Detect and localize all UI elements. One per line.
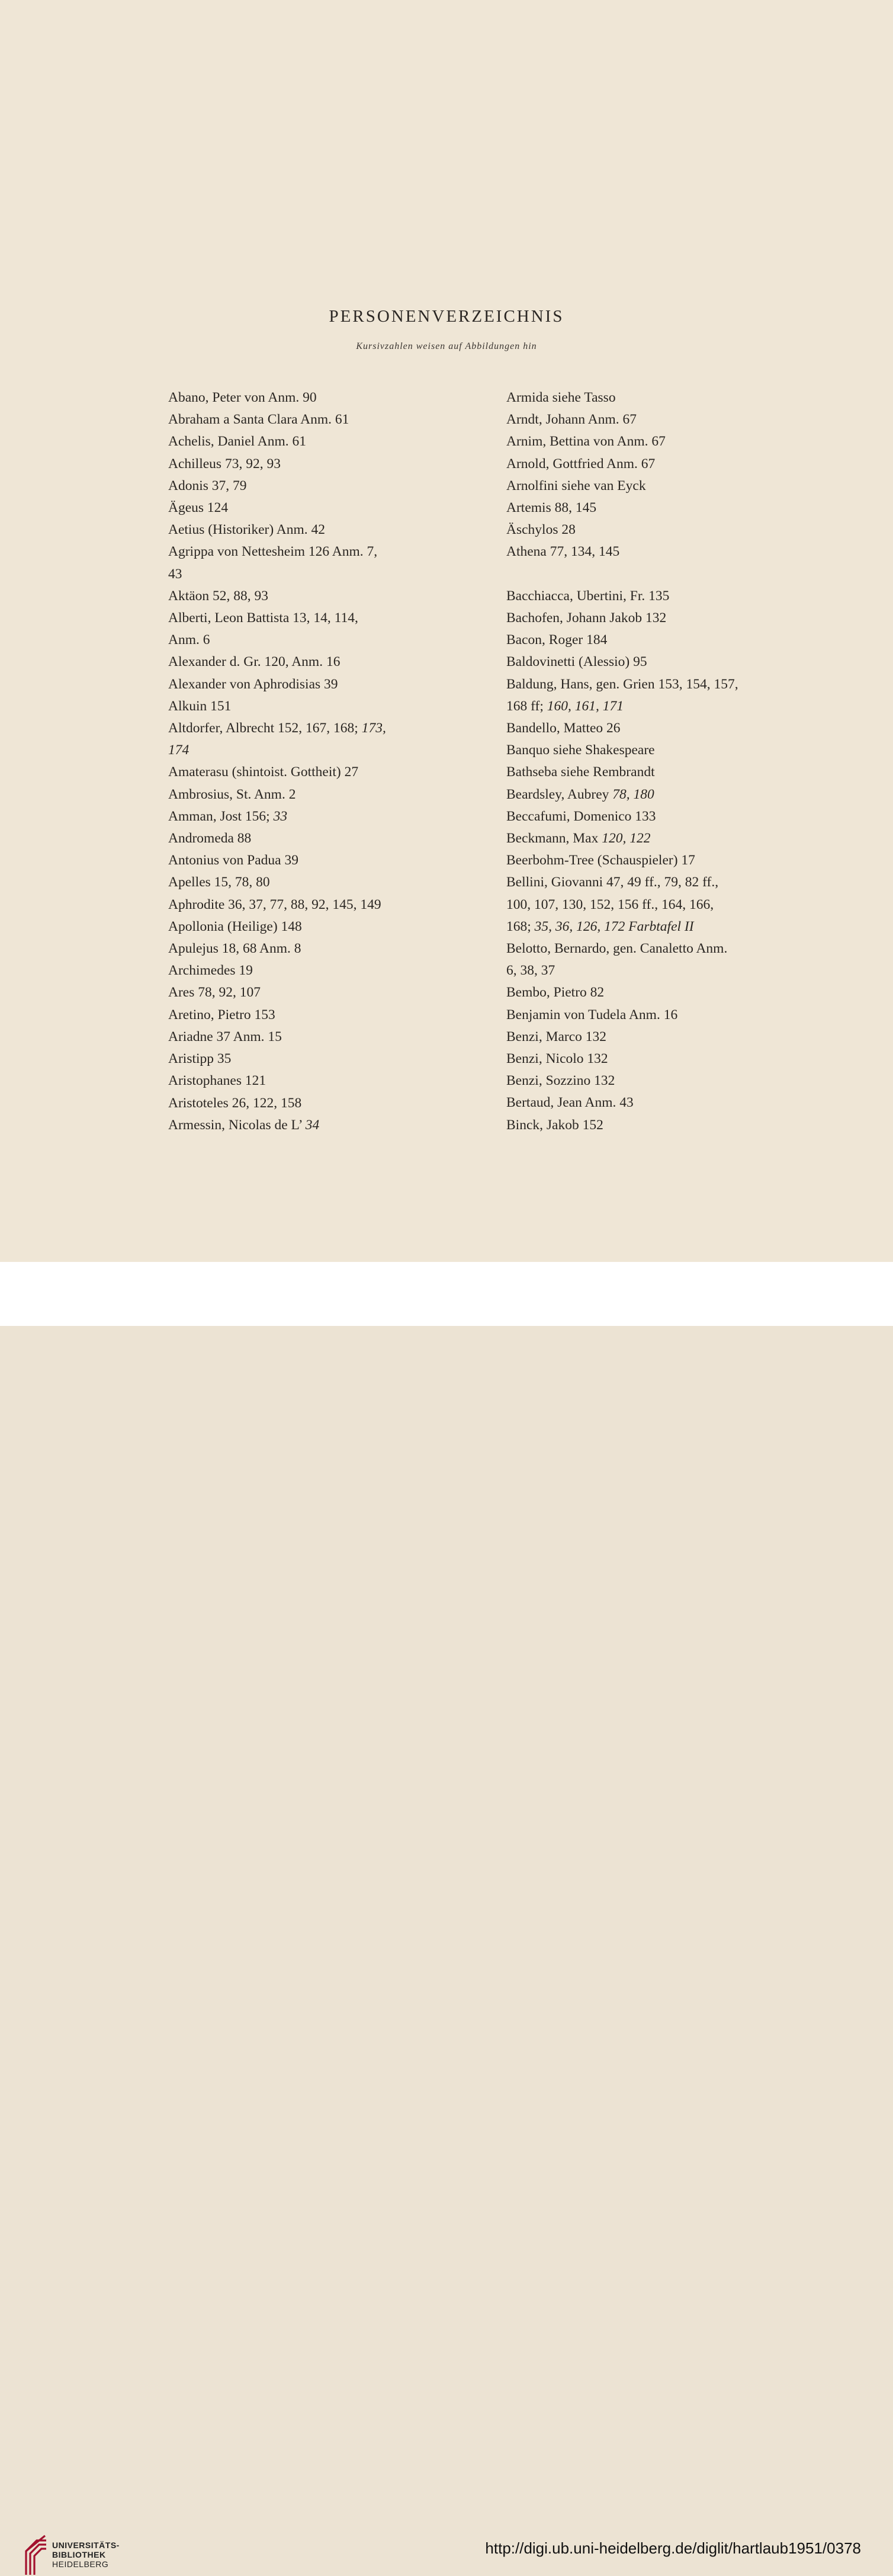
index-entry [168,387,452,409]
index-entry-illustration-refs: 78, 180 [612,786,654,802]
index-entry-text: Bacon, Roger 184 [506,632,608,648]
page-subtitle: Kursivzahlen weisen auf Abbildungen hin [356,341,537,351]
index-entry-text: Bathseba siehe Rembrandt [506,764,655,780]
index-entry-text: Archimedes 19 [168,963,253,979]
index-entry [168,982,452,1004]
index-entry [506,475,791,497]
index-entry-continuation [168,629,452,651]
library-logo-icon [24,2533,49,2576]
index-entry-text: Belotto, Bernardo, gen. Canaletto Anm. [506,941,728,957]
library-name [52,2540,120,2569]
index-entry [168,475,452,497]
index-gap [506,563,791,585]
index-entry-illustration-refs: 34 [305,1117,320,1133]
page-title: PERSONENVERZEICHNIS [329,307,564,326]
index-entry [168,453,452,475]
index-entry [168,872,452,893]
index-entry-text: 6, 38, 37 [506,963,555,979]
index-entry-text: Aktäon 52, 88, 93 [168,588,269,604]
index-entry [168,651,452,673]
index-entry [506,739,791,761]
index-entry-text: Benzi, Marco 132 [506,1029,607,1045]
index-entry [168,696,452,717]
index-column-right [506,387,791,1136]
index-entry [506,519,791,541]
index-entry-illustration-refs: 35, 36, 126, 172 Farbtafel II [534,918,694,934]
library-name-line2: BIBLIOTHEK [52,2550,106,2559]
index-entry [506,453,791,475]
index-entry-text: Abraham a Santa Clara Anm. 61 [168,412,349,428]
index-entry [168,497,452,519]
index-entry-text: Banquo siehe Shakespeare [506,742,655,758]
library-name-line3: HEIDELBERG [52,2559,109,2569]
index-entry-text: Aretino, Pietro 153 [168,1007,275,1023]
index-entry-text: 168; [506,918,535,934]
index-entry [506,387,791,409]
index-entry-text: Ariadne 37 Anm. 15 [168,1029,282,1045]
index-entry-text: Beccafumi, Domenico 133 [506,808,656,824]
index-entry-text: 43 [168,566,182,582]
index-entry-text: Armessin, Nicolas de L’ [168,1117,306,1133]
index-entry [506,629,791,651]
index-entry-text: Bembo, Pietro 82 [506,985,605,1001]
library-name-line1: UNIVERSITÄTS- [52,2540,120,2550]
index-entry-illustration-refs: 120, 122 [602,831,651,847]
index-entry [168,1114,452,1136]
index-entry [168,674,452,696]
index-entry-continuation [168,739,452,761]
index-entry [506,497,791,519]
index-entry [506,1048,791,1070]
index-entry-text: Athena 77, 134, 145 [506,544,620,560]
index-entry [168,938,452,960]
index-entry-text: Amman, Jost 156; [168,808,274,824]
index-entry-illustration-refs: 173, [361,720,386,736]
index-entry [506,585,791,607]
index-entry-text: Benzi, Sozzino 132 [506,1073,615,1089]
index-entry-text: Andromeda 88 [168,831,252,847]
index-entry-illustration-refs: 174 [168,742,189,758]
index-entry-text: Apelles 15, 78, 80 [168,874,270,890]
index-entry-continuation [168,563,452,585]
index-entry [168,850,452,872]
index-entry-text: Achilleus 73, 92, 93 [168,456,281,472]
index-entry-text: Bellini, Giovanni 47, 49 ff., 79, 82 ff., [506,874,719,890]
index-entry-text: Ägeus 124 [168,500,229,516]
index-entry [506,541,791,563]
index-entry-text: Alkuin 151 [168,698,232,714]
index-entry [506,607,791,629]
index-entry-text: Apollonia (Heilige) 148 [168,918,302,934]
index-column-left [168,387,452,1136]
index-entry [168,607,452,629]
index-entry [168,541,452,563]
index-entry-text: Beckmann, Max [506,831,602,847]
index-entry [168,717,452,739]
index-entry [506,651,791,673]
index-entry [506,1004,791,1026]
index-entry [168,1048,452,1070]
index-entry-continuation [506,894,791,916]
index-entry [506,431,791,453]
index-entry-text: 168 ff; [506,698,547,714]
index-entry [506,1114,791,1136]
index-entry-text: Abano, Peter von Anm. 90 [168,390,317,405]
index-entry [506,1026,791,1048]
index-entry-text: Arndt, Johann Anm. 67 [506,412,637,428]
index-entry [506,717,791,739]
index-entry [168,1026,452,1048]
index-entry-text: Bachofen, Johann Jakob 132 [506,610,667,626]
index-entry [168,894,452,916]
index-entry-text: Arnold, Gottfried Anm. 67 [506,456,656,472]
index-entry [506,409,791,431]
index-entry-text: Achelis, Daniel Anm. 61 [168,434,307,450]
index-entry [506,982,791,1004]
index-entry-illustration-refs: 33 [273,808,288,824]
index-entry-text: Amaterasu (shintoist. Gottheit) 27 [168,764,359,780]
index-entry [506,761,791,783]
index-entry-text: Benjamin von Tudela Anm. 16 [506,1007,678,1023]
index-entry [506,784,791,806]
index-entry-text: 100, 107, 130, 152, 156 ff., 164, 166, [506,896,714,912]
index-entry [168,431,452,453]
source-url[interactable]: http://digi.ub.uni-heidelberg.de/diglit/hartlaub1951/0378 [485,2539,861,2557]
index-entry-text: Binck, Jakob 152 [506,1117,603,1133]
index-entry-text: Aristophanes 121 [168,1073,266,1089]
index-entry-continuation [506,960,791,982]
index-entry-text: Bacchiacca, Ubertini, Fr. 135 [506,588,670,604]
index-entry [168,828,452,850]
index-entry-text: Ambrosius, St. Anm. 2 [168,786,296,802]
index-entry-text: Anm. 6 [168,632,210,648]
index-entry [506,938,791,960]
index-entry [506,828,791,850]
index-entry-text: Arnolfini siehe van Eyck [506,478,646,494]
index-entry-text: Adonis 37, 79 [168,478,247,494]
index-entry-text: Alberti, Leon Battista 13, 14, 114, [168,610,358,626]
scanned-page [0,0,893,1262]
index-entry-text: Artemis 88, 145 [506,500,597,516]
index-entry-text: Baldung, Hans, gen. Grien 153, 154, 157, [506,676,738,692]
index-entry-continuation [506,916,791,938]
index-entry-text: Bandello, Matteo 26 [506,720,621,736]
index-entry-text: Armida siehe Tasso [506,390,616,405]
index-entry [168,784,452,806]
index-entry [506,674,791,696]
index-entry-text: Beerbohm-Tree (Schauspieler) 17 [506,853,695,869]
index-entry [506,1070,791,1092]
index-entry-text: Bertaud, Jean Anm. 43 [506,1095,634,1111]
index-entry-text: Aetius (Historiker) Anm. 42 [168,522,325,538]
index-entry-text: Aphrodite 36, 37, 77, 88, 92, 145, 149 [168,896,381,912]
index-entry-text: Alexander d. Gr. 120, Anm. 16 [168,654,341,670]
index-entry [168,1092,452,1114]
index-entry-text: Benzi, Nicolo 132 [506,1051,608,1067]
index-entry [168,1004,452,1026]
index-entry [168,960,452,982]
index-entry-text: Aristipp 35 [168,1051,232,1067]
index-entry-text: Altdorfer, Albrecht 152, 167, 168; [168,720,362,736]
index-entry-text: Arnim, Bettina von Anm. 67 [506,434,666,450]
index-entry [168,916,452,938]
index-entry-text: Ares 78, 92, 107 [168,985,261,1001]
index-entry-text: Alexander von Aphrodisias 39 [168,676,338,692]
index-entry [506,1092,791,1114]
index-entry-text: Beardsley, Aubrey [506,786,613,802]
index-entry [168,1070,452,1092]
index-entry [168,806,452,828]
index-entry-text: Aristoteles 26, 122, 158 [168,1095,302,1111]
index-entry [506,850,791,872]
index-entry-continuation [506,696,791,717]
index-entry [168,761,452,783]
index-entry-text: Apulejus 18, 68 Anm. 8 [168,941,301,957]
footer-bar [0,1262,893,2569]
index-entry [506,872,791,893]
index-entry-text: Baldovinetti (Alessio) 95 [506,654,647,670]
index-entry-text: Äschylos 28 [506,522,576,538]
index-entry [168,585,452,607]
index-entry [506,806,791,828]
index-entry-text: Antonius von Padua 39 [168,853,298,869]
index-entry [168,519,452,541]
index-entry-text: Agrippa von Nettesheim 126 Anm. 7, [168,544,378,560]
index-entry [168,409,452,431]
index-entry-illustration-refs: 160, 161, 171 [547,698,624,714]
